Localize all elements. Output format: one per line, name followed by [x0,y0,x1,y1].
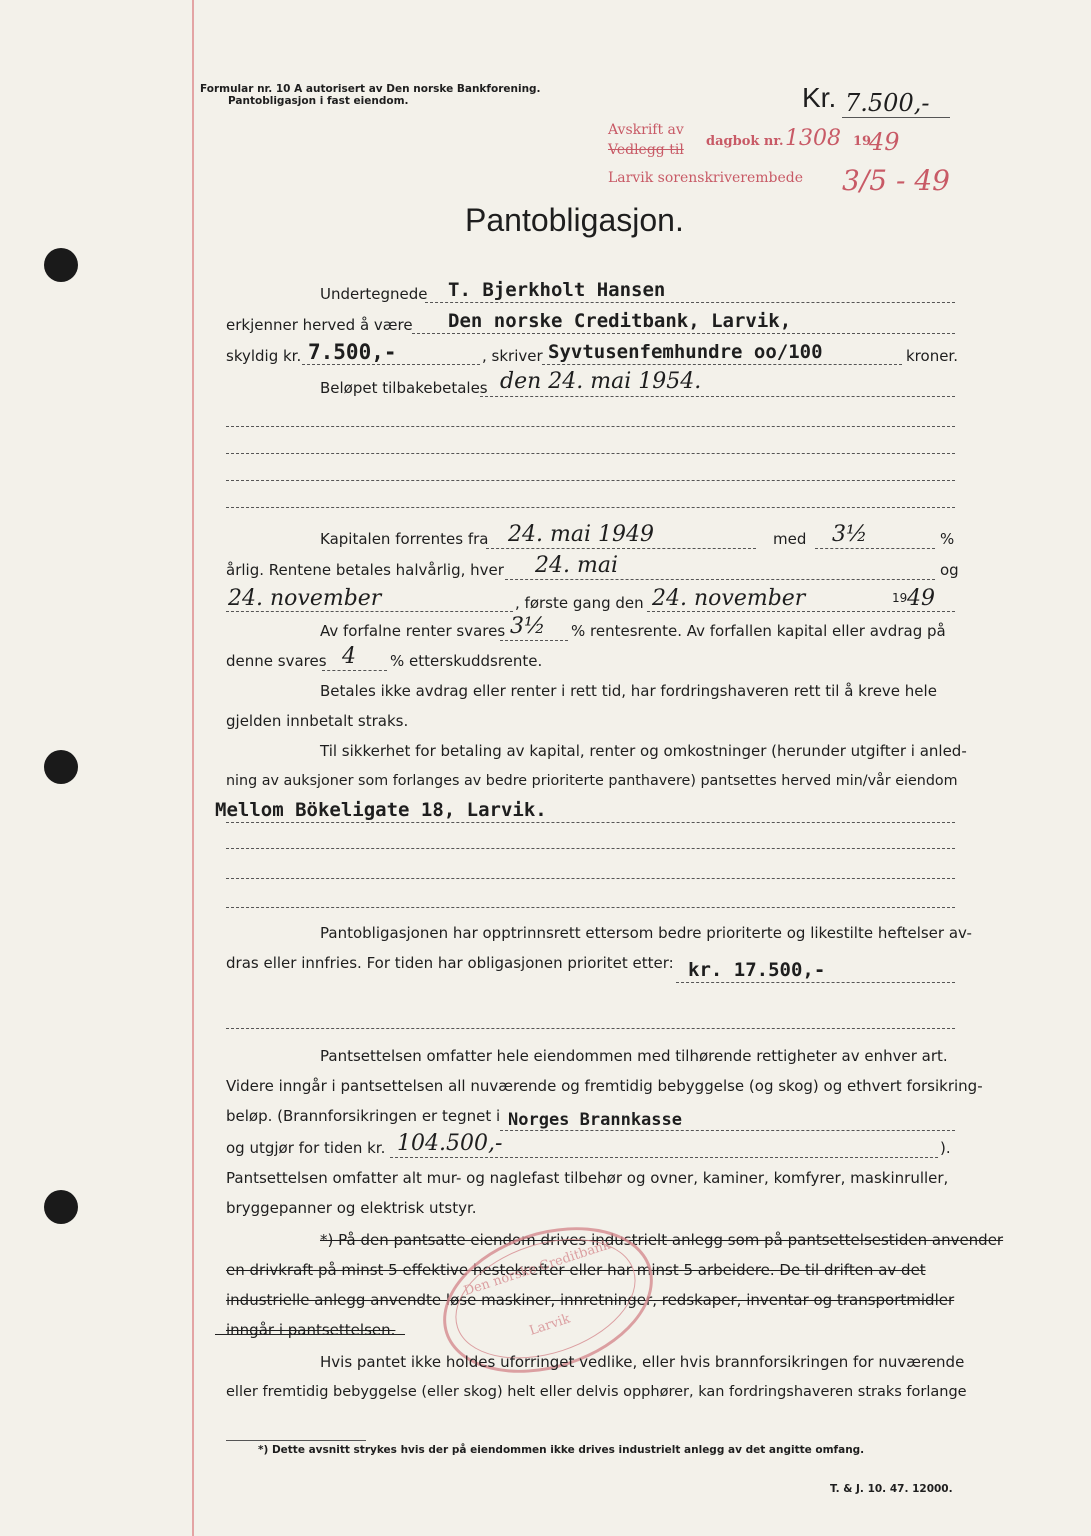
hver-line [505,579,935,580]
omfatter-line3: beløp. (Brannforsikringen er tegnet i [226,1107,501,1125]
page-title: Pantobligasjon. [465,202,684,238]
amount-underline [842,117,950,118]
stamp-avskrift: Avskrift av [608,122,684,138]
sikkerhet-line2: ning av auksjoner som forlanges av bedre prioriterte panthavere) pantsettes herved min/vår eiendom [226,773,958,789]
pct-sign: % [940,530,955,548]
betales-line2: gjelden innbetalt straks. [226,712,409,730]
struck-line2: en drivkraft på minst 5 effektive hestekrefter eller har minst 5 arbeidere. De til driften av det [226,1261,926,1279]
second-date-line [226,611,513,612]
stamp-dagbok-nr: 1308 [785,126,841,151]
brann-value: Norges Brannkasse [508,1110,682,1130]
forste-line [647,611,955,612]
undertegnede-value: T. Bjerkholt Hansen [448,279,666,301]
stamp-year-suffix: 49 [869,128,900,156]
rate-line [815,548,935,549]
erkjenner-line [412,333,955,334]
omfatter-line2: Videre inngår i pantsettelsen all nuværende og fremtidig bebyggelse (og skog) og ethvert forsikring- [226,1077,983,1095]
hver-value: 24. mai [535,553,618,578]
blank-line [226,453,955,454]
footnote-rule [226,1440,366,1441]
etterskudd-line [322,670,387,671]
belop-value: den 24. mai 1954. [500,369,702,394]
amount-prefix: Kr. [802,82,837,113]
undertegnede-line [425,302,955,303]
erkjenner-label: erkjenner herved å være [226,316,413,334]
utgjor-line [390,1157,938,1158]
struck-line4: inngår i pantsettelsen. [226,1321,396,1339]
forste-value: 24. november [652,586,806,611]
etterskudd-value: 4 [342,644,356,669]
brann-line [500,1130,955,1131]
utgjor-end: ). [940,1139,951,1157]
skyldig-line [302,364,480,365]
blank-line [226,907,955,908]
tilbehor-line2: bryggepanner og elektrisk utstyr. [226,1199,477,1217]
rentesrente-label: % rentesrente. Av forfallen kapital eller avdrag på [571,622,946,640]
skyldig-label: skyldig kr. [226,347,302,365]
forste-year-prefix: 19 [892,591,908,605]
undertegnede-label: Undertegnede [320,285,428,303]
forste-year-suffix: 49 [907,586,935,611]
av-forfalne-label: Av forfalne renter svares [320,622,506,640]
printer-mark: T. & J. 10. 47. 12000. [830,1483,953,1495]
fra-label: Kapitalen forrentes fra [320,530,489,548]
property-value: Mellom Bökeligate 18, Larvik. [215,799,547,821]
footnote: *) Dette avsnitt strykes hvis der på eiendommen ikke drives industrielt anlegg av det angitte omfang. [258,1444,865,1456]
skyldig-value: 7.500,- [308,340,397,364]
rentesrente-value: 3½ [510,614,546,639]
skriver-value: Syvtusenfemhundre oo/100 [548,341,823,363]
arlig-label: årlig. Rentene betales halvårlig, hver [226,561,504,579]
kroner-label: kroner. [906,347,958,365]
prioritet-value: kr. 17.500,- [688,959,826,981]
denne-label: denne svares [226,652,327,670]
opptrinnsrett-line2: dras eller innfries. For tiden har obligasjonen prioritet etter: [226,954,674,972]
stamp-office: Larvik sorenskriverembede [608,170,804,186]
hvis-line2: eller fremtidig bebyggelse (eller skog) helt eller delvis opphører, kan fordringshaveren straks forlange [226,1384,967,1400]
struck-line1: *) På den pantsatte eiendom drives industrielt anlegg som på pantsettelsestiden anvender [320,1231,1004,1249]
stamp-year-prefix: 19 [853,134,872,149]
blank-line [226,507,955,508]
sikkerhet-line1: Til sikkerhet for betaling av kapital, renter og omkostninger (herunder utgifter i anled- [320,742,967,760]
fra-line [486,548,756,549]
rate-value: 3½ [832,522,868,547]
form-header-line2: Pantobligasjon i fast eiendom. [228,95,409,107]
blank-line [226,426,955,427]
prioritet-line [676,982,955,983]
omfatter-line1: Pantsettelsen omfatter hele eiendommen med tilhørende rettigheter av enhver art. [320,1047,948,1065]
belop-line [480,396,955,397]
fra-value: 24. mai 1949 [508,522,654,547]
punch-hole [44,248,78,282]
skriver-line [542,364,902,365]
blank-line [226,480,955,481]
og-label: og [940,561,959,579]
tilbehor-line1: Pantsettelsen omfatter alt mur- og naglefast tilbehør og ovner, kaminer, komfyrer, maskinruller, [226,1169,949,1187]
forste-label: , første gang den [515,594,644,612]
med-label: med [773,530,807,548]
utgjor-value: 104.500,- [397,1131,503,1156]
belop-label: Beløpet tilbakebetales [320,379,488,397]
opptrinnsrett-line1: Pantobligasjonen har opptrinnsrett ettersom bedre prioriterte og likestilte heftelser av- [320,924,972,942]
seal-text-bottom: Larvik [527,1311,573,1339]
blank-line [226,878,955,879]
second-date: 24. november [228,586,382,611]
struck-line3: industrielle anlegg anvendte løse maskiner, innretninger, redskaper, inventar og transportmidler [226,1291,955,1309]
property-line [226,822,955,823]
etterskudd-label: % etterskuddsrente. [390,652,543,670]
strike-extension [215,1334,405,1335]
stamp-vedlegg: Vedlegg til [608,142,684,158]
hvis-line1: Hvis pantet ikke holdes uforringet vedlike, eller hvis brannforsikringen for nuværende [320,1353,965,1371]
betales-line1: Betales ikke avdrag eller renter i rett tid, har fordringshaveren rett til å kreve hele [320,682,937,700]
skriver-label: , skriver [482,347,543,365]
stamp-date: 3/5 - 49 [842,164,950,197]
stamp-dagbok-label: dagbok nr. [706,134,784,149]
seal-text-top: Den norske Creditbank [462,1237,613,1300]
form-header-line1: Formular nr. 10 A autorisert av Den norske Bankforening. [200,83,541,95]
punch-hole [44,750,78,784]
utgjor-label: og utgjør for tiden kr. [226,1139,386,1157]
amount-header-value: 7.500,- [845,89,930,117]
punch-hole [44,1190,78,1224]
blank-line [226,1028,955,1029]
blank-line [226,848,955,849]
rentesrente-line [500,640,568,641]
margin-line [192,0,194,1536]
erkjenner-value: Den norske Creditbank, Larvik, [448,310,792,332]
